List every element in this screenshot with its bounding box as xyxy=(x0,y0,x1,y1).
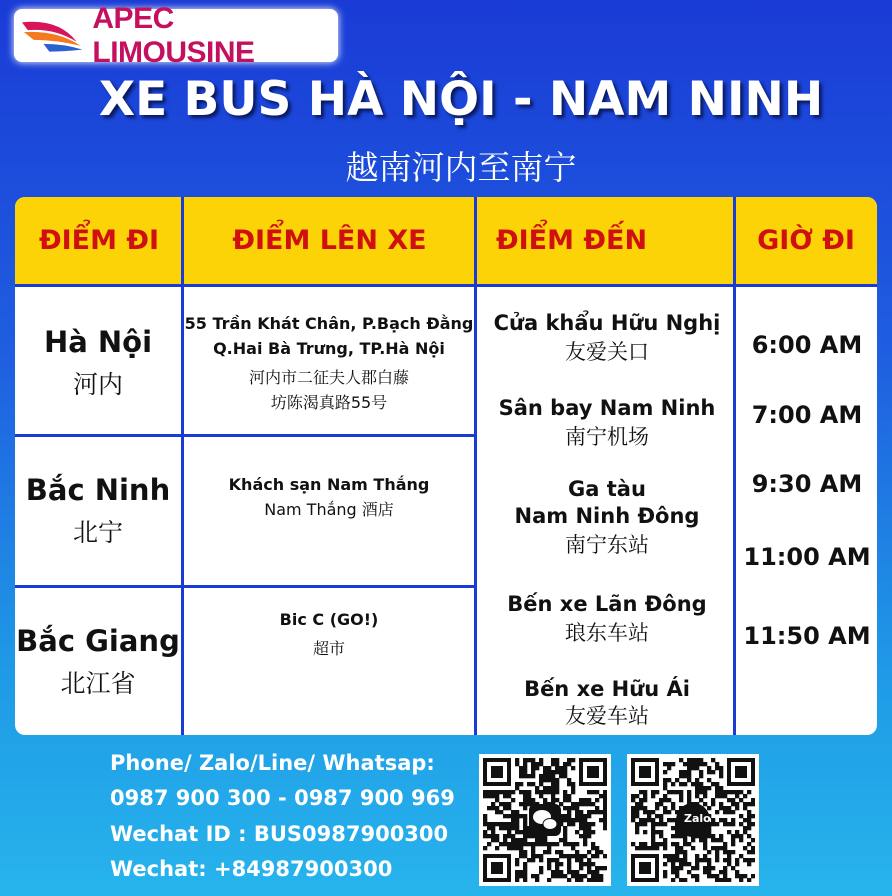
destination-name: Bến xe Lãn Đông xyxy=(507,592,707,616)
pickup-cell xyxy=(184,290,474,435)
destination-name-cn: 南宁东站 xyxy=(565,533,649,557)
header-pickup: ĐIỂM LÊN XE xyxy=(183,197,476,287)
wechat-phone: Wechat: +84987900300 xyxy=(110,857,393,881)
pickup-address-cn: 超市 xyxy=(312,639,345,658)
departure-time: 9:30 AM xyxy=(751,470,863,498)
destination-name-cn: 友爱关口 xyxy=(565,340,649,364)
destination-name: Sân bay Nam Ninh xyxy=(498,396,716,420)
departure-time: 6:00 AM xyxy=(751,331,863,359)
zalo-qr-label: Zalo xyxy=(684,812,711,825)
phone-numbers: 0987 900 300 - 0987 900 969 xyxy=(110,786,455,810)
pickup-address: 55 Trần Khát Chân, P.Bạch Đằng xyxy=(184,313,474,333)
pickup-address: Khách sạn Nam Thắng xyxy=(228,475,430,494)
city-name: Hà Nội xyxy=(43,324,153,359)
pickup-address-cn: Nam Thắng 酒店 xyxy=(264,500,394,519)
destination-name: Ga tàu xyxy=(568,477,646,501)
header-departure: ĐIỂM ĐI xyxy=(15,197,183,287)
departure-time: 11:50 AM xyxy=(743,622,871,650)
destination-item xyxy=(477,476,737,560)
divider xyxy=(733,197,736,735)
schedule-table xyxy=(15,197,877,735)
destination-name: Bến xe Hữu Ái xyxy=(524,677,690,701)
departure-cell xyxy=(15,588,181,735)
wing-icon xyxy=(20,16,88,56)
departure-cell xyxy=(15,437,181,585)
page-title: XE BUS HÀ NỘI - NAM NINH xyxy=(98,72,824,127)
pickup-address: Bic C (GO!) xyxy=(279,610,379,629)
destination-name-cn: 南宁机场 xyxy=(565,425,649,449)
destination-name: Nam Ninh Đông xyxy=(514,504,700,528)
contact-label: Phone/ Zalo/Line/ Whatsap: xyxy=(110,751,435,775)
destination-item xyxy=(477,591,737,648)
city-name-cn: 河内 xyxy=(72,369,123,399)
destination-name: Cửa khẩu Hữu Nghị xyxy=(493,311,721,335)
logo-text: APEC LIMOUSINE xyxy=(92,1,255,69)
page-subtitle: 越南河内至南宁 xyxy=(345,148,577,187)
departure-time: 7:00 AM xyxy=(751,401,863,429)
city-name-cn: 北宁 xyxy=(72,518,123,547)
brand-logo xyxy=(14,1,338,69)
destination-item xyxy=(477,676,737,729)
pickup-address-cn: 坊陈渴真路55号 xyxy=(270,392,388,412)
divider xyxy=(474,197,477,735)
city-name: Bắc Ninh xyxy=(25,473,171,507)
pickup-cell xyxy=(184,437,474,557)
departure-cell xyxy=(15,290,181,435)
destination-name-cn: 琅东车站 xyxy=(565,621,649,645)
header-destination: ĐIỂM ĐẾN xyxy=(476,197,735,287)
pickup-cell xyxy=(184,607,474,677)
wechat-id: Wechat ID : BUS0987900300 xyxy=(110,822,449,846)
destination-name-cn: 友爱车站 xyxy=(565,704,649,728)
departure-time: 11:00 AM xyxy=(743,543,871,571)
pickup-address: Q.Hai Bà Trưng, TP.Hà Nội xyxy=(213,338,445,358)
header-time: GIỜ ĐI xyxy=(735,197,877,287)
city-name-cn: 北江省 xyxy=(60,668,136,698)
wechat-icon xyxy=(483,758,607,882)
city-name: Bắc Giang xyxy=(16,623,180,658)
wechat-qr-code[interactable] xyxy=(479,754,611,886)
destination-item xyxy=(477,310,737,367)
pickup-address-cn: 河内市二征夫人郡白藤 xyxy=(248,367,409,387)
destination-item xyxy=(477,395,737,452)
